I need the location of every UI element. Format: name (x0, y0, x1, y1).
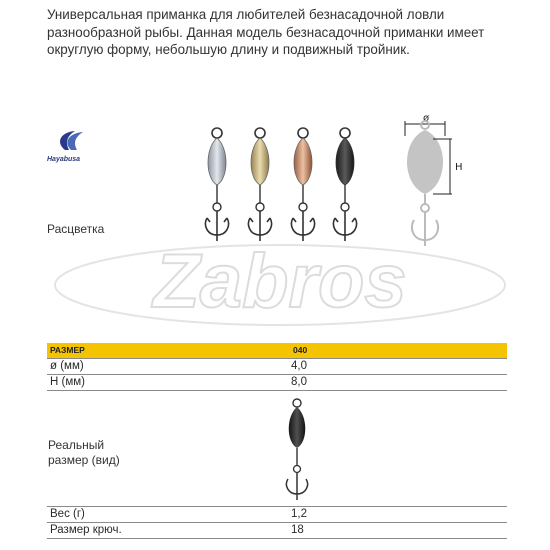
brand-logo (47, 128, 107, 163)
brand-name: Hayabusa (47, 156, 81, 163)
dimension-diagram (395, 112, 480, 252)
spec-table-bottom (47, 506, 507, 539)
lure-gold (238, 123, 283, 248)
hayabusa-logo-icon (47, 128, 107, 158)
table-row (47, 506, 507, 523)
row-value: 1,2 (291, 508, 307, 520)
watermark-text: Zabros (153, 239, 407, 324)
height-label: H (455, 162, 463, 173)
row-value: 8,0 (291, 376, 307, 388)
diameter-label: ø (423, 113, 430, 124)
row-value: 4,0 (291, 360, 307, 372)
size-value: 040 (293, 345, 308, 355)
lure-copper (281, 123, 326, 248)
color-label: Расцветка (47, 222, 105, 236)
row-key: Размер крюч. (50, 524, 122, 536)
real-size-lure (279, 396, 315, 504)
table-header-row (47, 343, 507, 359)
table-row (47, 523, 507, 539)
size-column-label: РАЗМЕР (50, 345, 85, 355)
product-description: Универсальная приманка для любителей безнасадочной ловли разнообразной рыбы. Данная модель безнасадочной приманки имеет округлую форму, небольшую длину и подвижный тройник. (47, 7, 485, 57)
row-key: ø (мм) (50, 360, 84, 372)
table-row (47, 359, 507, 375)
spec-table (47, 343, 507, 391)
row-value: 18 (291, 524, 304, 536)
lure-silver (195, 123, 240, 248)
table-row (47, 375, 507, 391)
lure-black (323, 123, 368, 248)
row-key: Вес (г) (50, 508, 85, 520)
row-key: H (мм) (50, 376, 85, 388)
real-size-label: Реальный размер (вид) (48, 438, 120, 467)
